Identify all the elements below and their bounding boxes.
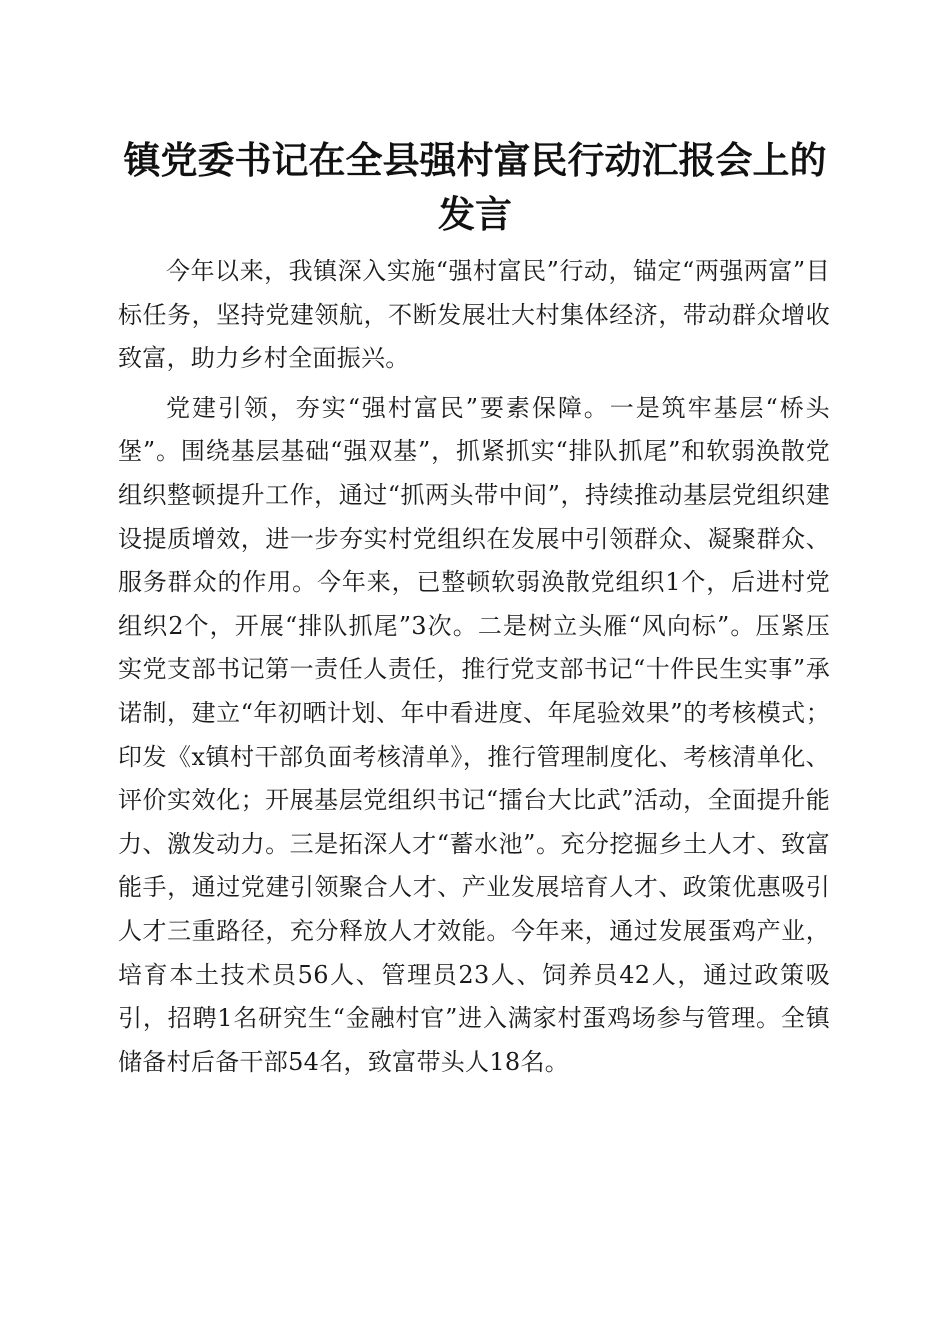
document-title: 镇党委书记在全县强村富民行动汇报会上的发言	[123, 138, 827, 236]
document-body	[118, 250, 830, 1084]
paragraph-intro: 今年以来，我镇深入实施“强村富民”行动，锚定“两强两富”目标任务，坚持党建领航，不断发展壮大村集体经济，带动群众增收致富，助力乡村全面振兴。	[118, 257, 830, 373]
paragraph-party-building: 党建引领，夯实“强村富民”要素保障。一是筑牢基层“桥头堡”。围绕基层基础“强双基”，抓紧抓实“排队抓尾”和软弱涣散党组织整顿提升工作，通过“抓两头带中间”，持续推动基层党组织建设提质增效，进一步夯实村党组织在发展中引领群众、凝聚群众、服务群众的作用。今年来，已整顿软弱涣散党组织1个，后进村党组织2个，开展“排队抓尾”3次。二是树立头雁“风向标”。压紧压实党支部书记第一责任人责任，推行党支部书记“十件民生实事”承诺制，建立“年初晒计划、年中看进度、年尾验效果”的考核模式；印发《x镇村干部负面考核清单》，推行管理制度化、考核清单化、评价实效化；开展基层党组织书记“擂台大比武”活动，全面提升能力、激发动力。三是拓深人才“蓄水池”。充分挖掘乡土人才、致富能手，通过党建引领聚合人才、产业发展培育人才、政策优惠吸引人才三重路径，充分释放人才效能。今年来，通过发展蛋鸡产业，培育本土技术员56人、管理员23人、饲养员42人，通过政策吸引，招聘1名研究生“金融村官”进入满家村蛋鸡场参与管理。全镇储备村后备干部54名，致富带头人18名。	[118, 393, 830, 1076]
